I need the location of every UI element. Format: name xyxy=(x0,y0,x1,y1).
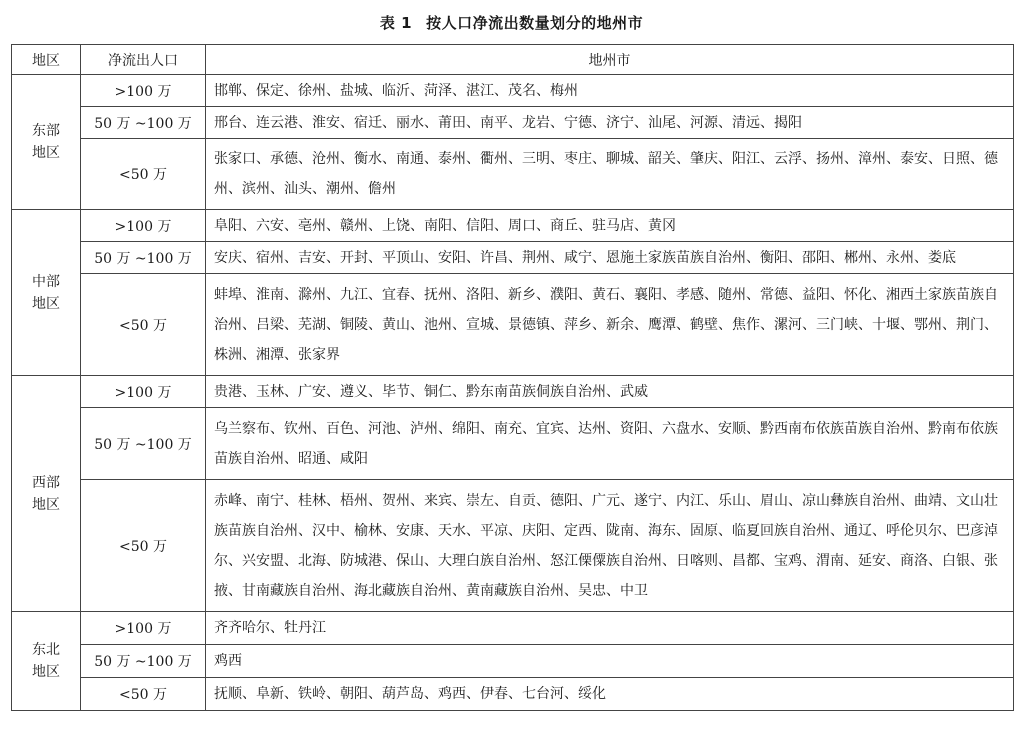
cities-cell: 抚顺、阜新、铁岭、朝阳、葫芦岛、鸡西、伊春、七台河、绥化 xyxy=(206,678,1014,711)
cities-cell: 阜阳、六安、亳州、赣州、上饶、南阳、信阳、周口、商丘、驻马店、黄冈 xyxy=(206,210,1014,242)
table-row xyxy=(12,75,1014,107)
region-name: 东北 xyxy=(32,642,60,658)
table-title: 按人口净流出数量划分的地州市 xyxy=(426,14,644,32)
region-name: 东部 xyxy=(32,123,60,139)
band-cell: >100 万 xyxy=(81,612,206,645)
table-row xyxy=(12,645,1014,678)
table-row xyxy=(12,107,1014,139)
cities-cell: 齐齐哈尔、牡丹江 xyxy=(206,612,1014,645)
cities-cell: 赤峰、南宁、桂林、梧州、贺州、来宾、崇左、自贡、德阳、广元、遂宁、内江、乐山、眉山、凉山彝族自治州、曲靖、文山壮族苗族自治州、汉中、榆林、安康、天水、平凉、庆阳、定西、陇南、海东、固原、临夏回族自治州、通辽、呼伦贝尔、巴彦淖尔、兴安盟、北海、防城港、保山、大理白族自治州、怒江傈僳族自治州、日喀则、昌都、宝鸡、渭南、延安、商洛、白银、张掖、甘南藏族自治州、海北藏族自治州、黄南藏族自治州、吴忠、中卫 xyxy=(206,480,1014,612)
band-cell: 50 万 ~100 万 xyxy=(81,107,206,139)
band-cell: <50 万 xyxy=(81,480,206,612)
header-region: 地区 xyxy=(12,45,81,75)
cities-cell: 邢台、连云港、淮安、宿迁、丽水、莆田、南平、龙岩、宁德、济宁、汕尾、河源、清远、揭阳 xyxy=(206,107,1014,139)
band-cell: >100 万 xyxy=(81,75,206,107)
band-cell: 50 万 ~100 万 xyxy=(81,645,206,678)
cities-cell: 乌兰察布、钦州、百色、河池、泸州、绵阳、南充、宜宾、达州、资阳、六盘水、安顺、黔西南布依族苗族自治州、黔南布依族苗族自治州、昭通、咸阳 xyxy=(206,408,1014,480)
header-cities: 地州市 xyxy=(206,45,1014,75)
cities-cell: 张家口、承德、沧州、衡水、南通、泰州、衢州、三明、枣庄、聊城、韶关、肇庆、阳江、云浮、扬州、漳州、泰安、日照、德州、滨州、汕头、潮州、儋州 xyxy=(206,139,1014,210)
table-row xyxy=(12,139,1014,210)
table-row xyxy=(12,480,1014,612)
region-cell-east xyxy=(12,75,81,210)
cities-cell: 邯郸、保定、徐州、盐城、临沂、菏泽、湛江、茂名、梅州 xyxy=(206,75,1014,107)
band-cell: <50 万 xyxy=(81,274,206,376)
region-cell-northeast xyxy=(12,612,81,711)
band-cell: <50 万 xyxy=(81,678,206,711)
cities-cell: 贵港、玉林、广安、遵义、毕节、铜仁、黔东南苗族侗族自治州、武威 xyxy=(206,376,1014,408)
table-row xyxy=(12,376,1014,408)
band-cell: 50 万 ~100 万 xyxy=(81,242,206,274)
table-caption xyxy=(0,8,1023,38)
table-row xyxy=(12,678,1014,711)
region-name: 西部 xyxy=(32,474,60,491)
table-row xyxy=(12,612,1014,645)
table-row xyxy=(12,242,1014,274)
cities-cell: 安庆、宿州、吉安、开封、平顶山、安阳、许昌、荆州、咸宁、恩施土家族苗族自治州、衡阳、邵阳、郴州、永州、娄底 xyxy=(206,242,1014,274)
band-cell: 50 万 ~100 万 xyxy=(81,408,206,480)
band-cell: <50 万 xyxy=(81,139,206,210)
region-name-suffix: 地区 xyxy=(32,664,60,680)
table-header-row xyxy=(12,45,1014,75)
table-row xyxy=(12,210,1014,242)
table-row xyxy=(12,274,1014,376)
region-name-suffix: 地区 xyxy=(32,145,60,161)
band-cell: >100 万 xyxy=(81,210,206,242)
region-cell-west xyxy=(12,376,81,612)
cities-cell: 鸡西 xyxy=(206,645,1014,678)
region-name: 中部 xyxy=(32,273,60,290)
region-name-suffix: 地区 xyxy=(32,496,60,513)
table-number: 表 1 xyxy=(379,14,413,32)
region-name-suffix: 地区 xyxy=(32,295,60,312)
table-row xyxy=(12,408,1014,480)
header-band: 净流出人口 xyxy=(81,45,206,75)
region-cell-central xyxy=(12,210,81,376)
cities-cell: 蚌埠、淮南、滁州、九江、宜春、抚州、洛阳、新乡、濮阳、黄石、襄阳、孝感、随州、常德、益阳、怀化、湘西土家族苗族自治州、吕梁、芜湖、铜陵、黄山、池州、宣城、景德镇、萍乡、新余、鹰潭、鹤壁、焦作、漯河、三门峡、十堰、鄂州、荆门、株洲、湘潭、张家界 xyxy=(206,274,1014,376)
city-table xyxy=(11,44,1014,711)
band-cell: >100 万 xyxy=(81,376,206,408)
